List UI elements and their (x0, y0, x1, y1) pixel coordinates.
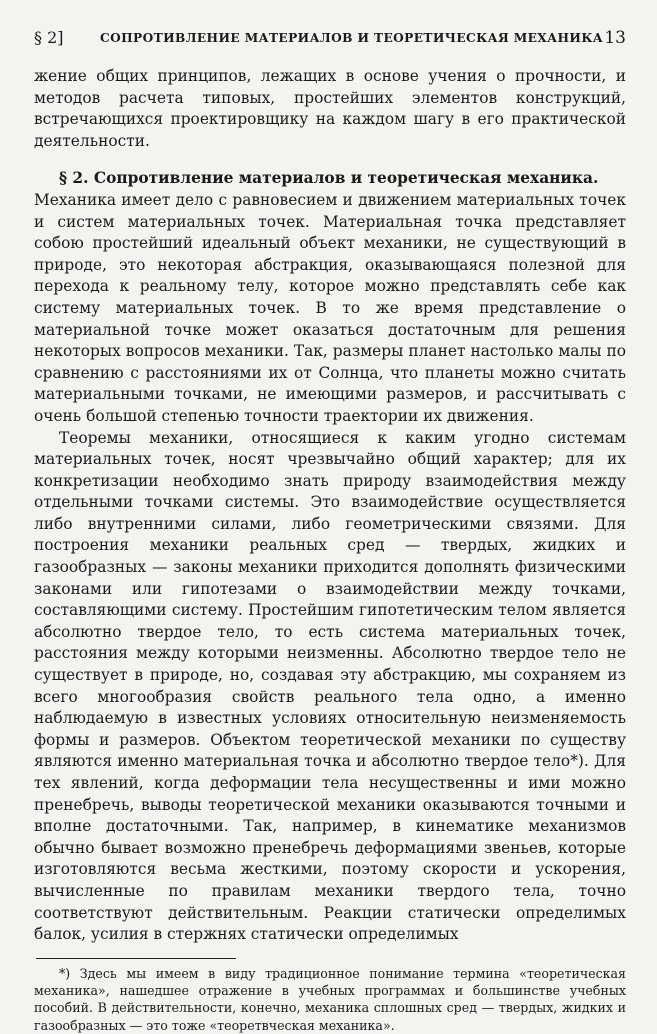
footnote-divider (36, 958, 236, 959)
running-head (34, 28, 626, 52)
paragraph-2: Теоремы механики, относящиеся к каким угодно системам материальных точек, носят чрезвычайно общий характер; для их конкретизации необходимо знать природу взаимодействия между отдельными точками системы. Это взаимодействие осуществляется либо внутренними силами, либо геометрическими связями. Для построения механики реальных сред — твердых, жидких и газообразных — законы механики приходится дополнять физическими законами или гипотезами о взаимодействии между точками, составляющими систему. Простейшим гипотетическим телом является абсолютно твердое тело, то есть система материальных точек, расстояния между которыми неизменны. Абсолютно твердое тело не существует в природе, но, создавая эту абстракцию, мы сохраняем из всего многообразия свойств реального тела одно, а именно наблюдаемую в известных условиях относительную неизменяемость формы и размеров. Объектом теоретической механики по существу являются именно материальная точка и абсолютно твердое тело*). Для тех явлений, когда деформации тела несущественны и ими можно пренебречь, выводы теоретической механики оказываются точными и вполне достаточными. Так, например, в кинематике механизмов обычно бывает возможно пренебречь деформациями звеньев, которые изготовляются весьма жесткими, поэтому скорости и ускорения, вычисленные по правилам механики твердого тела, точно соответствуют действительным. Реакции статически определимых балок, усилия в стержнях статически определимых (34, 428, 626, 944)
page-number: 13 (604, 28, 626, 48)
paragraph-1: Механика имеет дело с равновесием и движением материальных точек и систем материальных точек. Материальная точка представляет собою простейший идеальный объект механики, не существующий в природе, это некоторая абстракция, оказывающаяся полезной для перехода к реальному телу, которое можно представлять себе как систему материальных точек. В то же время представление о материальной точке может оказаться достаточным для решения некоторых вопросов механики. Так, размеры планет настолько малы по сравнению с расстояниями их от Солнца, что планеты можно считать материальными точками, не имеющими размеров, и рассчитывать с очень большой степенью точности траектории их движения. (34, 190, 626, 425)
footnote: *) Здесь мы имеем в виду традиционное понимание термина «теоретическая механика», нашедшее отражение в учебных программах и большинстве учебных пособий. В действительности, конечно, механика сплошных сред — твердых, жидких и газообразных — это тоже «теоретвческая механика». (34, 965, 626, 1033)
book-page (34, 28, 626, 1034)
section-heading: § 2. Сопротивление материалов и теоретическая механика. (59, 169, 599, 188)
section-2 (34, 168, 626, 945)
section-intro-paragraph (34, 168, 626, 427)
continued-paragraph: жение общих принципов, лежащих в основе учения о прочности, и методов расчета типовых, простейших элементов конструкций, встречающихся проектировщику на каждом шагу в его практической деятельности. (34, 67, 626, 150)
running-head-section-ref: § 2] (34, 28, 64, 47)
running-head-title: СОПРОТИВЛЕНИЕ МАТЕРИАЛОВ И ТЕОРЕТИЧЕСКАЯ МЕХАНИКА (100, 31, 604, 45)
